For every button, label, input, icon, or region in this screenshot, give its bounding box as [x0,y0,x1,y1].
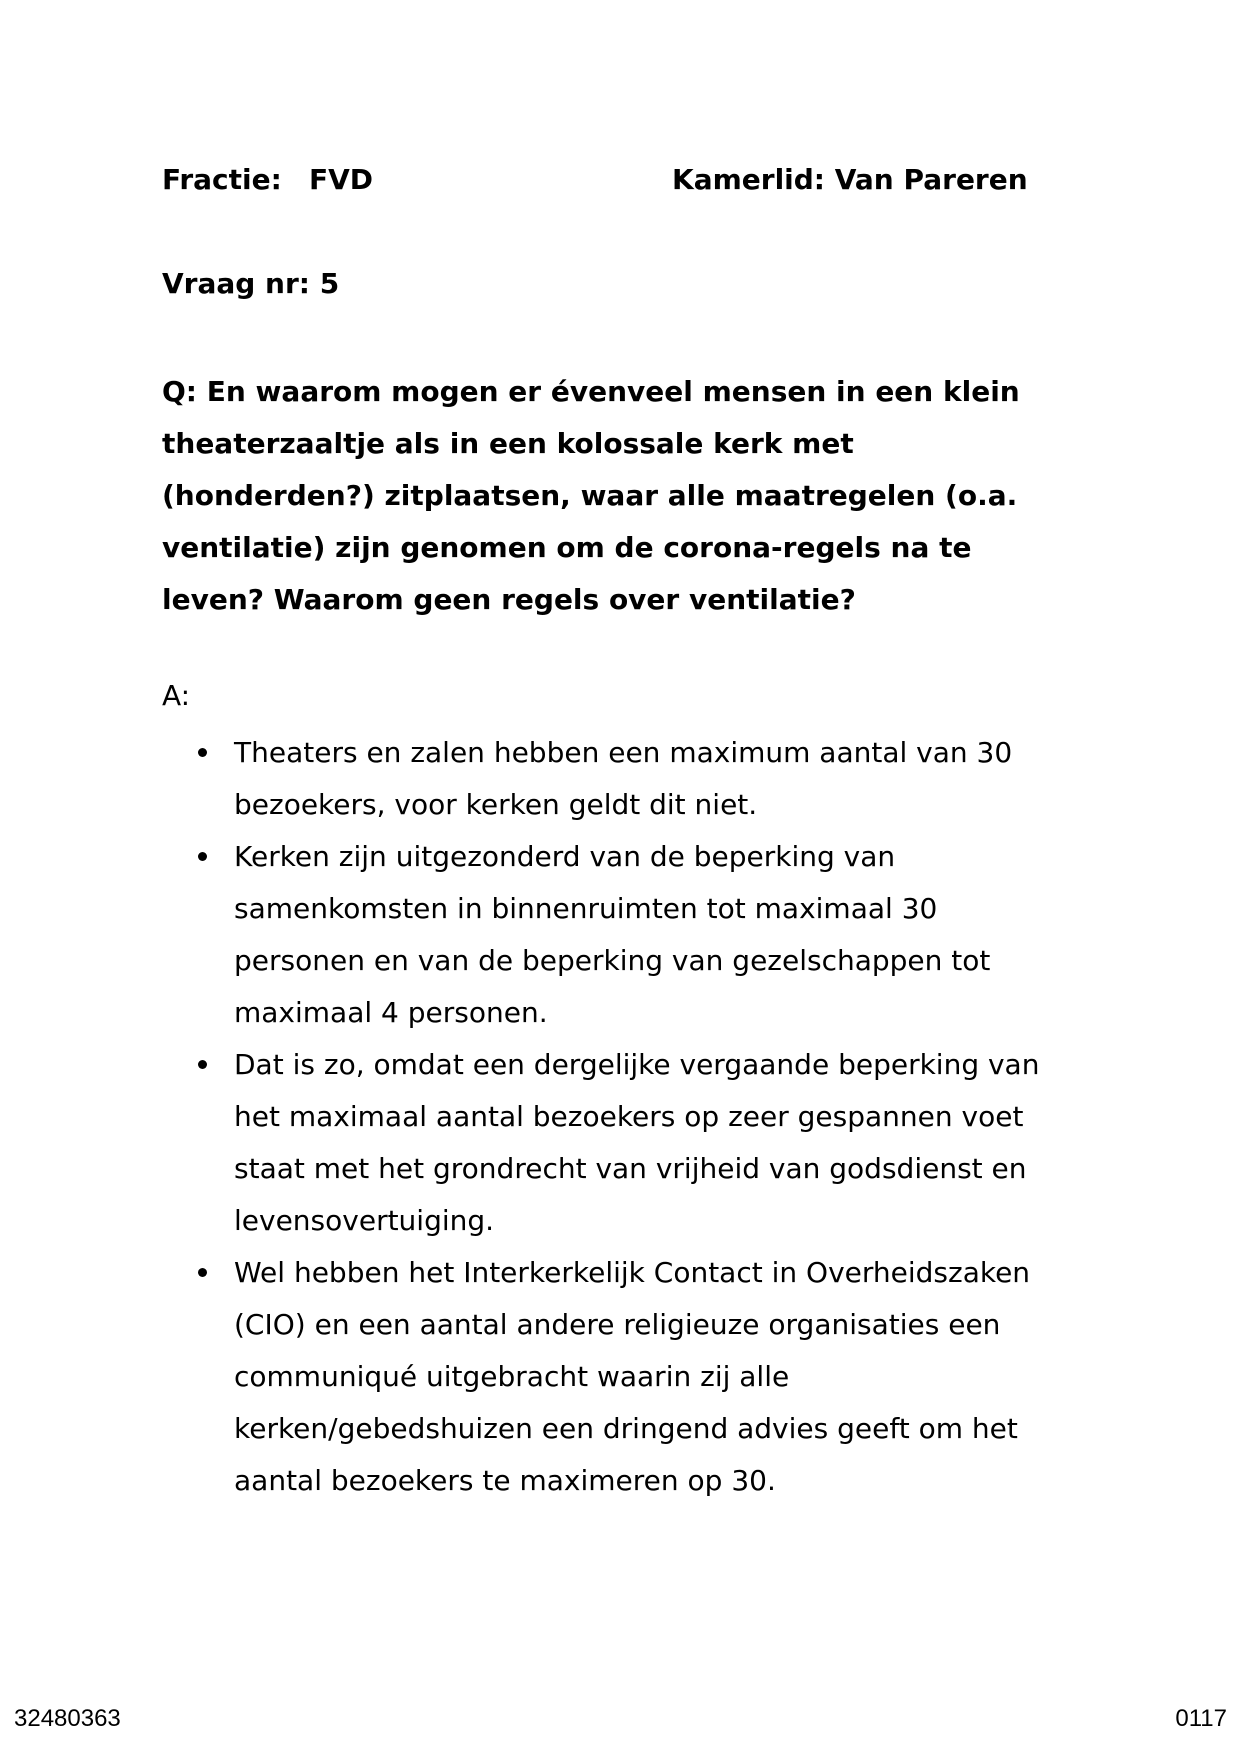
question-number: Vraag nr: 5 [162,267,340,300]
bullet-line: (CIO) en een aantal andere religieuze organisaties een [234,1308,1001,1341]
answer-label: A: [162,679,191,712]
question-line: theaterzaaltje als in een kolossale kerk met [162,427,854,460]
bullet-line: levensovertuiging. [234,1204,495,1237]
bullet-line: personen en van de beperking van gezelschappen tot [234,944,991,977]
bullet-line: Kerken zijn uitgezonderd van de beperking van [234,840,896,873]
bullet-line: bezoekers, voor kerken geldt dit niet. [234,788,758,821]
question-text [162,366,1062,626]
answer-bullet [162,831,1062,1039]
bullet-line: Dat is zo, omdat een dergelijke vergaande beperking van [234,1048,1040,1081]
fractie-value: FVD [309,163,374,196]
bullet-line: kerken/gebedshuizen een dringend advies geeft om het [234,1412,1018,1445]
page-number: 0117 [1175,1705,1227,1732]
question-line: ventilatie) zijn genomen om de corona-regels na te [162,531,972,564]
question-line: Q: En waarom mogen er évenveel mensen in een klein [162,375,1020,408]
document-header [162,160,1042,200]
bullet-line: Wel hebben het Interkerkelijk Contact in Overheidszaken [234,1256,1031,1289]
bullet-line: communiqué uitgebracht waarin zij alle [234,1360,790,1393]
bullet-dot-icon [198,1060,207,1069]
kamerlid-label: Kamerlid: Van Pareren [672,163,1028,196]
fractie-label: Fractie: [162,163,282,196]
question-line: (honderden?) zitplaatsen, waar alle maatregelen (o.a. [162,479,1018,512]
answer-bullet [162,1039,1062,1247]
document-id: 32480363 [14,1705,121,1732]
bullet-line: samenkomsten in binnenruimten tot maximaal 30 [234,892,938,925]
bullet-line: aantal bezoekers te maximeren op 30. [234,1464,776,1497]
bullet-dot-icon [198,1268,207,1277]
bullet-dot-icon [198,852,207,861]
bullet-line: Theaters en zalen hebben een maximum aantal van 30 [234,736,1013,769]
bullet-line: het maximaal aantal bezoekers op zeer gespannen voet [234,1100,1024,1133]
question-line: leven? Waarom geen regels over ventilatie? [162,583,856,616]
bullet-dot-icon [198,748,207,757]
bullet-line: staat met het grondrecht van vrijheid van godsdienst en [234,1152,1027,1185]
bullet-line: maximaal 4 personen. [234,996,548,1029]
answer-bullet [162,1247,1062,1507]
answer-bullet [162,727,1062,831]
answer-bullet-list [162,727,1062,1507]
